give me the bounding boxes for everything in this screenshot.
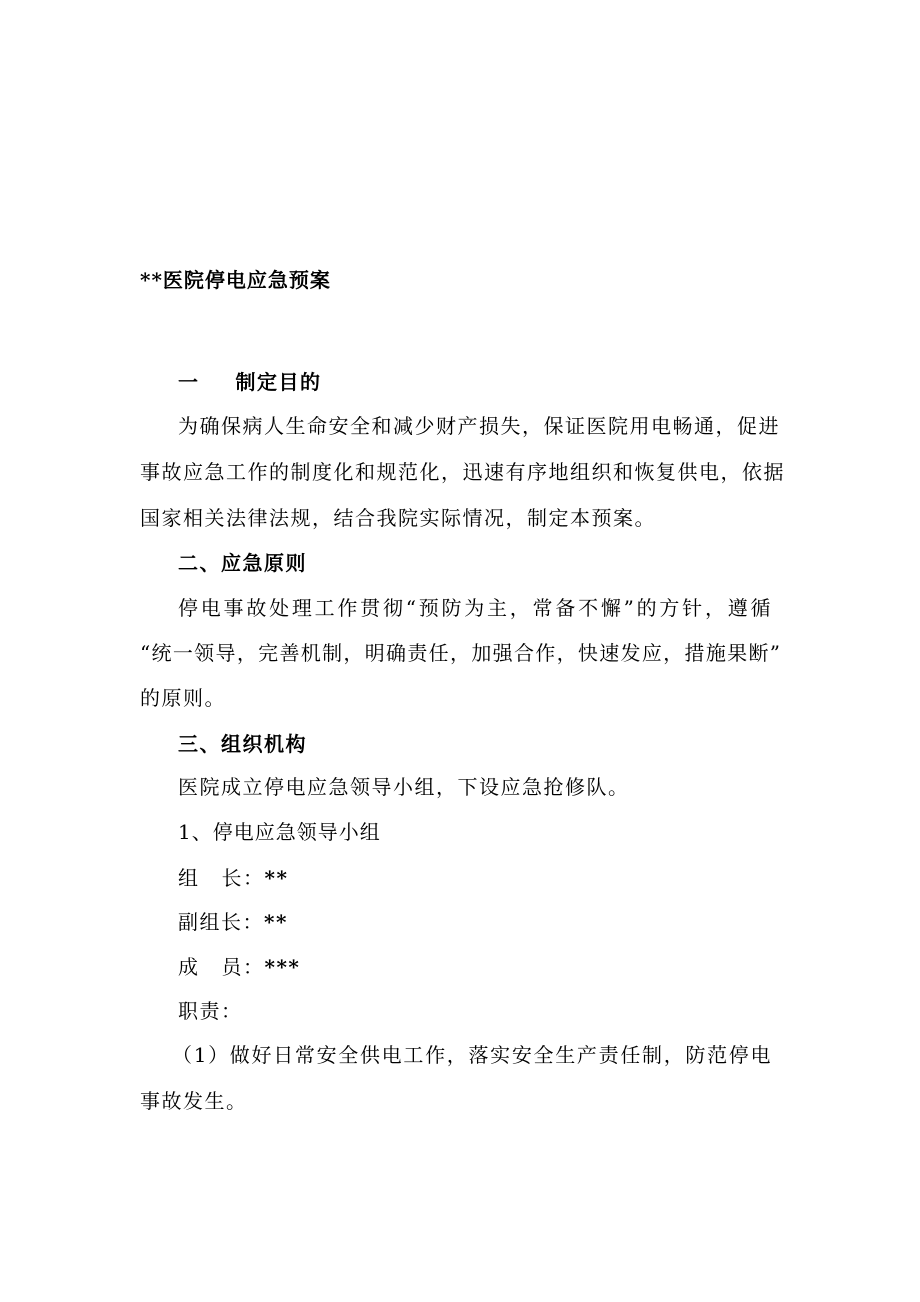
member-label: 员：	[221, 955, 265, 979]
duty-line: 事故发生。	[140, 1089, 248, 1113]
member-value: ***	[264, 955, 301, 979]
member-label: 组	[178, 866, 200, 890]
member-row-members	[178, 955, 300, 979]
section-1-paragraph-line: 为确保病人生命安全和减少财产损失，保证医院用电畅通，促进	[178, 414, 780, 438]
duty-line: （1）做好日常安全供电工作，落实安全生产责任制，防范停电	[172, 1043, 772, 1067]
section-3-subheading: 1、停电应急领导小组	[178, 820, 381, 844]
section-1-number: 一	[178, 370, 200, 394]
member-label: 成	[178, 955, 200, 979]
section-1-title: 制定目的	[235, 370, 322, 394]
member-label: 副组长：	[178, 910, 264, 934]
section-2-paragraph-line: 的原则。	[140, 686, 226, 710]
member-value: **	[264, 866, 289, 890]
section-3-intro: 医院成立停电应急领导小组，下设应急抢修队。	[178, 775, 630, 799]
section-1-paragraph-line: 国家相关法律法规，结合我院实际情况，制定本预案。	[140, 506, 656, 530]
member-row-deputy	[178, 910, 288, 934]
section-2-paragraph-line: 停电事故处理工作贯彻“预防为主，常备不懈”的方针，遵循	[178, 596, 772, 620]
member-value: **	[264, 910, 288, 934]
section-1-heading	[178, 370, 322, 394]
document-title: **医院停电应急预案	[140, 268, 331, 292]
member-label: 长：	[221, 866, 265, 890]
duties-label: 职责：	[178, 999, 243, 1023]
section-2-heading: 二、应急原则	[178, 551, 307, 575]
section-1-paragraph-line: 事故应急工作的制度化和规范化，迅速有序地组织和恢复供电，依据	[140, 460, 785, 484]
member-row-leader	[178, 866, 288, 890]
section-3-heading: 三、组织机构	[178, 732, 307, 756]
section-2-paragraph-line: “统一领导，完善机制，明确责任，加强合作，快速发应，措施果断”	[140, 641, 780, 665]
